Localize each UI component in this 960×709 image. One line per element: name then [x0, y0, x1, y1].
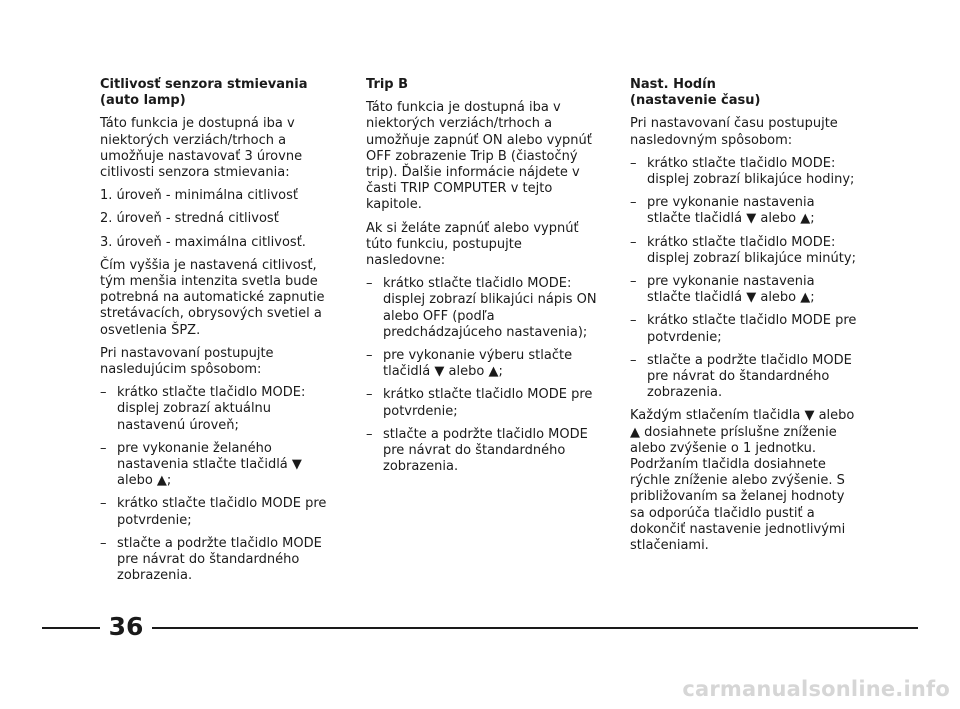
list-item: – pre vykonanie výberu stlačte tlačidlá ▼ alebo ▲;	[366, 348, 598, 380]
column-clock-setting	[630, 77, 862, 561]
paragraph: Táto funkcia je dostupná iba v niektorých verziách/trhoch a umožňuje zapnúť ON alebo vypnúť OFF zobrazenie Trip B (čiastočný trip). Ďalšie informácie nájdete v časti TRIP COMPUTER v tejto kapitole.	[366, 100, 592, 213]
list-item: – krátko stlačte tlačidlo MODE pre potvrdenie;	[366, 387, 598, 419]
list-item: – stlačte a podržte tlačidlo MODE pre návrat do štandardného zobrazenia.	[366, 427, 598, 476]
list-item: – pre vykonanie želaného nastavenia stlačte tlačidlá ▼ alebo ▲;	[100, 441, 332, 490]
watermark: carmanualsonline.info	[682, 677, 950, 701]
level-2: 2. úroveň - stredná citlivosť	[100, 211, 279, 227]
paragraph: Každým stlačením tlačidla ▼ alebo ▲ dosiahnete príslušne zníženie alebo zvýšenie o 1 jednotku. Podržaním tlačidla dosiahnete rýchle zníženie alebo zvýšenie. S približovaním sa želanej hodnoty sa odporúča tlačidlo pustiť a dokončiť nastavenie jednotlivými stlačeniami.	[630, 408, 855, 554]
page-number: 36	[108, 612, 144, 641]
paragraph: Čím vyššia je nastavená citlivosť, tým menšia intenzita svetla bude potrebná na automatické zapnutie stretávacích, obrysových svetiel a osvetlenia ŠPZ.	[100, 257, 325, 338]
section-title-clock	[630, 77, 862, 109]
paragraph: Táto funkcia je dostupná iba v niektorých verziách/trhoch a umožňuje nastavovať 3 úrovne citlivosti senzora stmievania:	[100, 116, 303, 181]
title-line: (nastavenie času)	[630, 93, 761, 109]
list-item: – krátko stlačte tlačidlo MODE: displej zobrazí blikajúce minúty;	[630, 235, 862, 267]
paragraph: Ak si želáte zapnúť alebo vypnúť túto funkciu, postupujte nasledovne:	[366, 220, 579, 269]
level-3: 3. úroveň - maximálna citlivosť.	[100, 234, 306, 250]
footer-rule-left	[42, 627, 100, 629]
step-list	[630, 156, 862, 402]
paragraph: Pri nastavovaní času postupujte nasledovným spôsobom:	[630, 116, 838, 148]
list-item: – stlačte a podržte tlačidlo MODE pre návrat do štandardného zobrazenia.	[630, 353, 862, 402]
section-title-auto-lamp: Citlivosť senzora stmievania (auto lamp)	[100, 77, 308, 109]
list-item: – krátko stlačte tlačidlo MODE: displej zobrazí blikajúce hodiny;	[630, 156, 862, 188]
step-list	[366, 276, 598, 475]
list-item: – krátko stlačte tlačidlo MODE pre potvrdenie;	[100, 496, 332, 528]
list-item: – krátko stlačte tlačidlo MODE: displej zobrazí blikajúci nápis ON alebo OFF (podľa predchádzajúceho nastavenia);	[366, 276, 598, 341]
list-item: – stlačte a podržte tlačidlo MODE pre návrat do štandardného zobrazenia.	[100, 536, 332, 585]
list-item: – krátko stlačte tlačidlo MODE: displej zobrazí aktuálnu nastavenú úroveň;	[100, 385, 332, 434]
paragraph: Pri nastavovaní postupujte nasledujúcim spôsobom:	[100, 345, 274, 378]
column-auto-lamp	[100, 77, 332, 591]
list-item: – pre vykonanie nastavenia stlačte tlačidlá ▼ alebo ▲;	[630, 274, 862, 306]
list-item: – pre vykonanie nastavenia stlačte tlačidlá ▼ alebo ▲;	[630, 195, 862, 227]
footer-rule-right	[152, 627, 918, 629]
step-list	[100, 385, 332, 584]
column-trip-b	[366, 77, 598, 482]
title-line: Nast. Hodín	[630, 77, 716, 92]
section-title-trip-b: Trip B	[366, 77, 409, 92]
level-1: 1. úroveň - minimálna citlivosť	[100, 188, 298, 204]
list-item: – krátko stlačte tlačidlo MODE pre potvrdenie;	[630, 313, 862, 345]
